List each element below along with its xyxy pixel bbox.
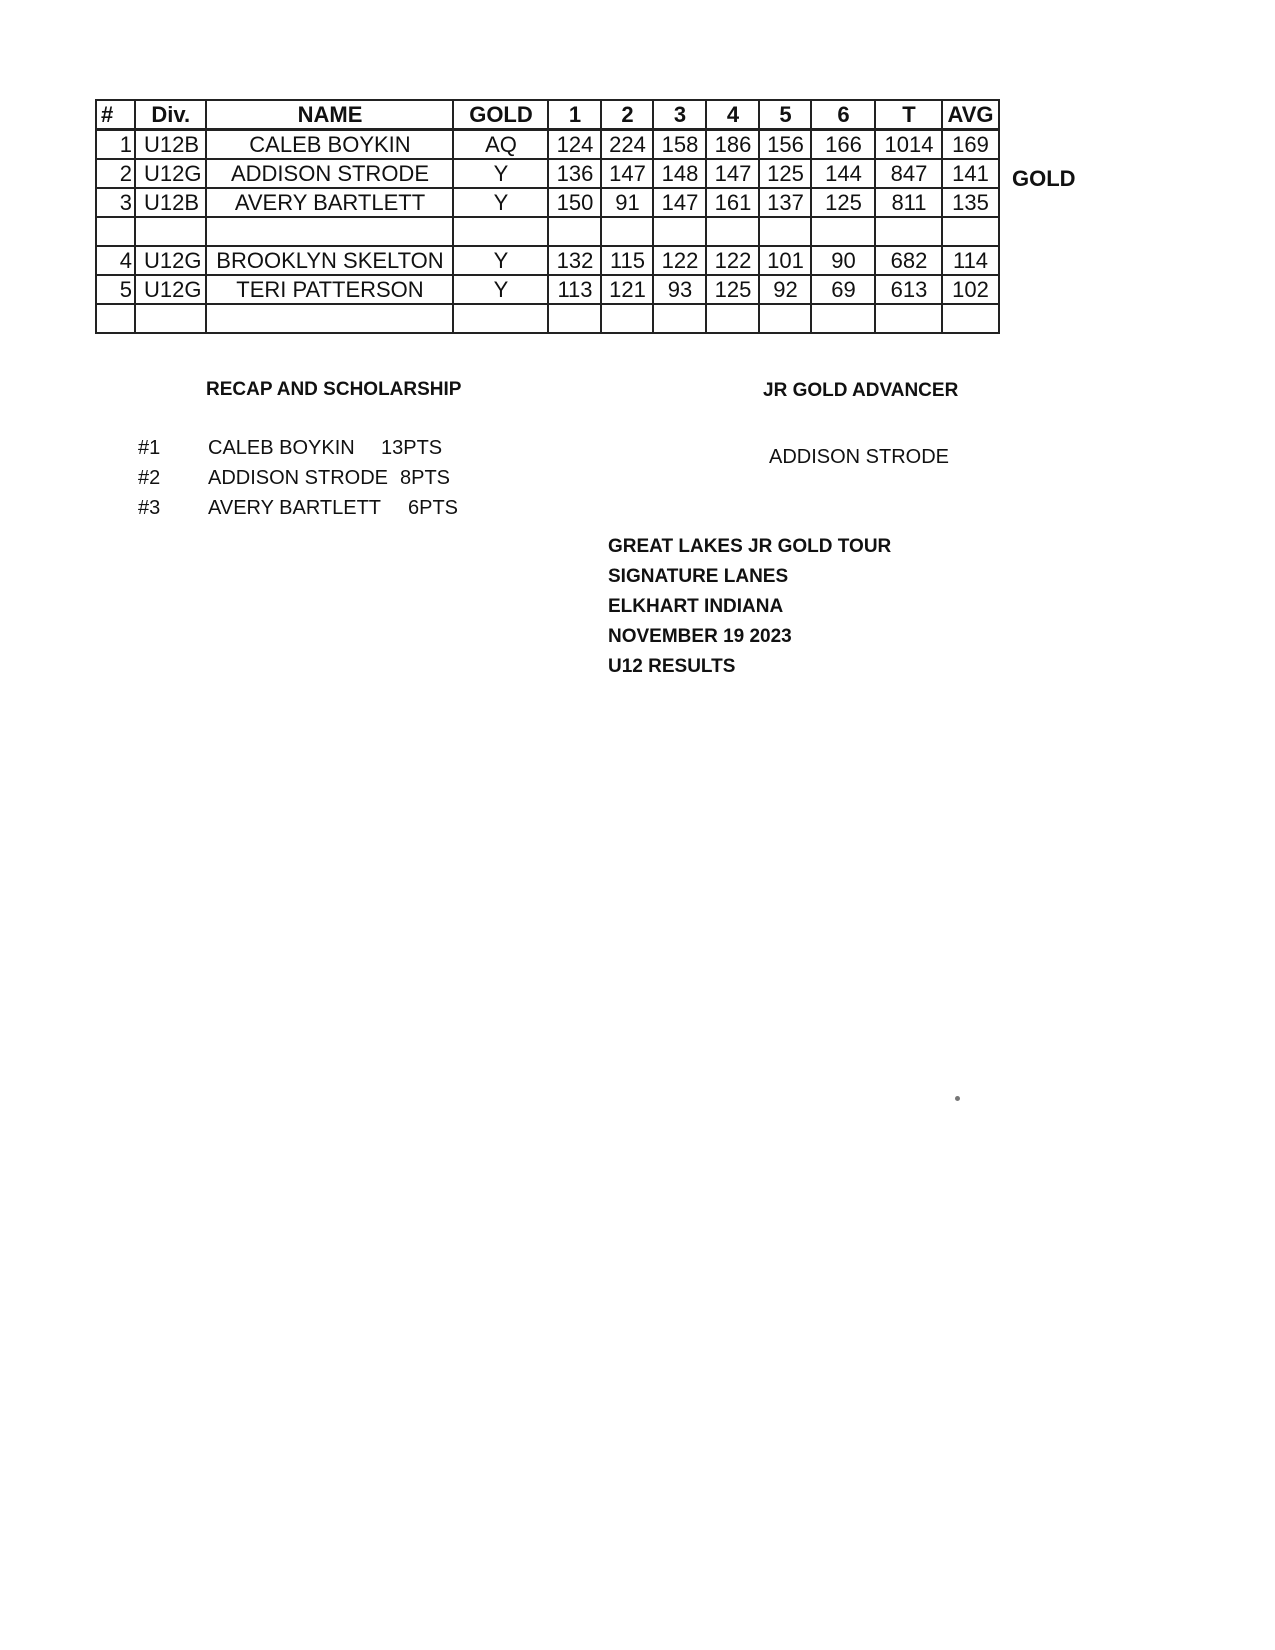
table-row: [96, 275, 999, 304]
game-5-cell: 92: [759, 275, 811, 304]
name-cell: AVERY BARTLETT: [206, 188, 453, 217]
header-average: AVG: [942, 100, 998, 130]
game-6-cell: 90: [811, 246, 875, 275]
game-3-cell: 147: [653, 188, 706, 217]
recap-heading: RECAP AND SCHOLARSHIP: [206, 379, 462, 400]
division-cell: U12G: [135, 159, 206, 188]
game-2-cell: 147: [601, 159, 653, 188]
game-4-cell: 122: [706, 246, 759, 275]
game-2-cell: 121: [601, 275, 653, 304]
total-cell: 682: [875, 246, 942, 275]
total-cell: 613: [875, 275, 942, 304]
game-3-cell: 158: [653, 130, 706, 160]
division-cell: U12G: [135, 246, 206, 275]
game-6-cell: 125: [811, 188, 875, 217]
average-cell: 135: [942, 188, 998, 217]
gold-cell: Y: [453, 246, 548, 275]
scan-speck: [955, 1096, 960, 1101]
name-cell: CALEB BOYKIN: [206, 130, 453, 160]
header-game-1: 1: [548, 100, 601, 130]
recap-name: ADDISON STRODE: [208, 467, 389, 489]
table-row: [96, 246, 999, 275]
event-date: NOVEMBER 19 2023: [608, 626, 792, 647]
recap-points: 13PTS: [381, 437, 443, 459]
average-cell: 102: [942, 275, 998, 304]
table-row: [96, 159, 999, 188]
header-game-5: 5: [759, 100, 811, 130]
recap-name: CALEB BOYKIN: [208, 437, 355, 459]
game-4-cell: 147: [706, 159, 759, 188]
name-cell: ADDISON STRODE: [206, 159, 453, 188]
header-row: [96, 100, 999, 130]
total-cell: 1014: [875, 130, 942, 160]
game-2-cell: 115: [601, 246, 653, 275]
header-name: NAME: [206, 100, 453, 130]
game-4-cell: 125: [706, 275, 759, 304]
results-table: [95, 99, 1000, 334]
game-3-cell: 122: [653, 246, 706, 275]
game-2-cell: 91: [601, 188, 653, 217]
game-3-cell: 148: [653, 159, 706, 188]
header-game-4: 4: [706, 100, 759, 130]
recap-place: #2: [138, 467, 161, 489]
game-6-cell: 144: [811, 159, 875, 188]
game-1-cell: 150: [548, 188, 601, 217]
event-location: ELKHART INDIANA: [608, 596, 784, 617]
game-5-cell: 137: [759, 188, 811, 217]
event-tour: GREAT LAKES JR GOLD TOUR: [608, 536, 892, 557]
empty-row: [96, 304, 999, 333]
recap-points: 6PTS: [408, 497, 459, 519]
header-game-6: 6: [811, 100, 875, 130]
game-4-cell: 161: [706, 188, 759, 217]
table-row: [96, 130, 999, 160]
gold-cell: Y: [453, 159, 548, 188]
rank-cell: 1: [96, 130, 135, 160]
advancer-heading: JR GOLD ADVANCER: [763, 380, 959, 401]
game-5-cell: 101: [759, 246, 811, 275]
total-cell: 847: [875, 159, 942, 188]
game-3-cell: 93: [653, 275, 706, 304]
game-2-cell: 224: [601, 130, 653, 160]
header-rank: #: [96, 100, 135, 130]
gold-cell: AQ: [453, 130, 548, 160]
game-5-cell: 156: [759, 130, 811, 160]
empty-row: [96, 217, 999, 246]
average-cell: 114: [942, 246, 998, 275]
game-6-cell: 69: [811, 275, 875, 304]
game-5-cell: 125: [759, 159, 811, 188]
header-division: Div.: [135, 100, 206, 130]
game-1-cell: 124: [548, 130, 601, 160]
event-venue: SIGNATURE LANES: [608, 566, 789, 587]
event-info: [608, 532, 891, 682]
rank-cell: 4: [96, 246, 135, 275]
header-gold: GOLD: [453, 100, 548, 130]
rank-cell: 2: [96, 159, 135, 188]
total-cell: 811: [875, 188, 942, 217]
game-6-cell: 166: [811, 130, 875, 160]
average-cell: 169: [942, 130, 998, 160]
event-results-title: U12 RESULTS: [608, 656, 736, 677]
rank-cell: 5: [96, 275, 135, 304]
recap-points: 8PTS: [400, 467, 451, 489]
header-game-2: 2: [601, 100, 653, 130]
recap-place: #3: [138, 497, 161, 519]
game-1-cell: 136: [548, 159, 601, 188]
name-cell: TERI PATTERSON: [206, 275, 453, 304]
recap-place: #1: [138, 437, 161, 459]
division-cell: U12B: [135, 130, 206, 160]
gold-cell: Y: [453, 275, 548, 304]
gold-qualifier-tag: GOLD: [1012, 166, 1076, 191]
header-total: T: [875, 100, 942, 130]
advancer-name: ADDISON STRODE: [769, 446, 950, 468]
table-row: [96, 188, 999, 217]
name-cell: BROOKLYN SKELTON: [206, 246, 453, 275]
recap-name: AVERY BARTLETT: [208, 497, 382, 519]
game-1-cell: 113: [548, 275, 601, 304]
game-4-cell: 186: [706, 130, 759, 160]
division-cell: U12G: [135, 275, 206, 304]
header-game-3: 3: [653, 100, 706, 130]
game-1-cell: 132: [548, 246, 601, 275]
rank-cell: 3: [96, 188, 135, 217]
average-cell: 141: [942, 159, 998, 188]
gold-cell: Y: [453, 188, 548, 217]
division-cell: U12B: [135, 188, 206, 217]
